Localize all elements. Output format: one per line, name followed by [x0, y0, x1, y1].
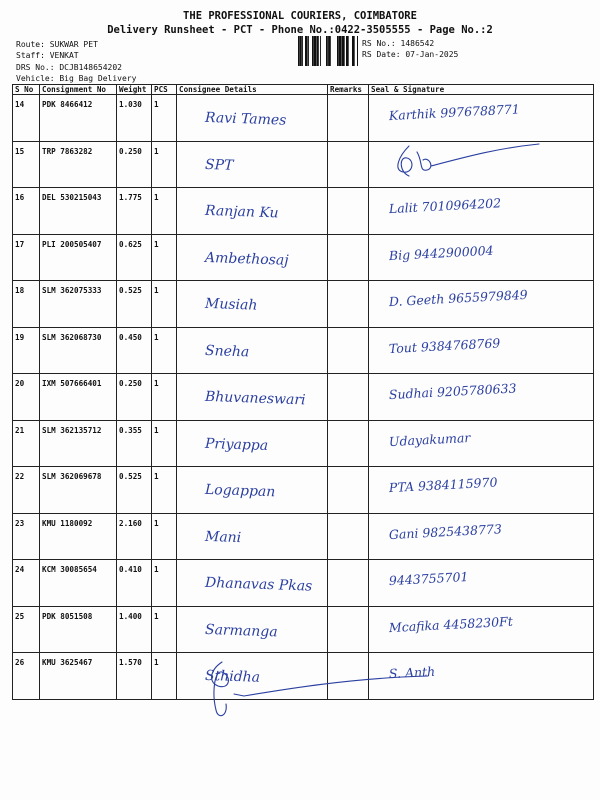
row-consignment-no: PDK 8051508 — [40, 606, 117, 653]
row-weight: 0.250 — [117, 374, 152, 421]
row-weight: 0.250 — [117, 141, 152, 188]
row-sno: 26 — [13, 653, 40, 700]
table-row — [13, 513, 594, 560]
consignee-handwriting: Ravi Tames — [204, 109, 287, 129]
row-remarks — [328, 420, 369, 467]
row-seal-signature — [369, 327, 594, 374]
row-weight: 2.160 — [117, 513, 152, 560]
row-seal-signature — [369, 606, 594, 653]
header-remarks: Remarks — [328, 85, 369, 95]
row-remarks — [328, 560, 369, 607]
row-pcs: 1 — [152, 560, 177, 607]
table-row — [13, 606, 594, 653]
row-sno: 24 — [13, 560, 40, 607]
table-row — [13, 560, 594, 607]
consignee-handwriting: Mani — [204, 528, 242, 546]
table-row — [13, 281, 594, 328]
consignee-handwriting: Bhuvaneswari — [204, 388, 306, 409]
row-weight: 0.355 — [117, 420, 152, 467]
row-seal-signature — [369, 234, 594, 281]
route-field: Route: SUKWAR PET — [16, 40, 98, 49]
row-consignee-signature — [177, 327, 328, 374]
row-sno: 20 — [13, 374, 40, 421]
row-pcs: 1 — [152, 606, 177, 653]
drs-field: DRS No.: DCJB148654202 — [16, 63, 122, 72]
row-seal-signature — [369, 281, 594, 328]
row-seal-signature — [369, 513, 594, 560]
seal-handwriting: Lalit 7010964202 — [388, 195, 502, 217]
row-seal-signature — [369, 95, 594, 142]
row-remarks — [328, 188, 369, 235]
row-sno: 25 — [13, 606, 40, 653]
row-pcs: 1 — [152, 374, 177, 421]
header-consignment: Consignment No — [40, 85, 117, 95]
row-remarks — [328, 374, 369, 421]
header-seal-signature: Seal & Signature — [369, 85, 594, 95]
row-weight: 0.525 — [117, 281, 152, 328]
consignee-handwriting: Musiah — [204, 295, 258, 314]
row-pcs: 1 — [152, 420, 177, 467]
row-consignment-no: SLM 362075333 — [40, 281, 117, 328]
runsheet-subtitle: Delivery Runsheet - PCT - Phone No.:0422-3505555 - Page No.:2 — [107, 24, 493, 36]
seal-handwriting: D. Geeth 9655979849 — [388, 286, 529, 310]
company-title: THE PROFESSIONAL COURIERS, COIMBATORE — [183, 10, 417, 22]
row-weight: 0.450 — [117, 327, 152, 374]
seal-handwriting: Tout 9384768769 — [388, 334, 501, 356]
seal-handwriting: PTA 9384115970 — [388, 474, 498, 496]
row-seal-signature — [369, 420, 594, 467]
row-pcs: 1 — [152, 513, 177, 560]
row-sno: 21 — [13, 420, 40, 467]
row-seal-signature — [369, 188, 594, 235]
row-consignment-no: KMU 3625467 — [40, 653, 117, 700]
seal-handwriting: Gani 9825438773 — [388, 520, 503, 542]
consignee-handwriting: Logappan — [204, 481, 276, 501]
table-row — [13, 467, 594, 514]
rs-number-field: RS No.: 1486542 — [362, 39, 435, 48]
seal-handwriting: Karthik 9976788771 — [388, 101, 521, 124]
seal-handwriting: Udayakumar — [388, 429, 471, 449]
row-consignee-signature — [177, 188, 328, 235]
row-remarks — [328, 327, 369, 374]
table-row — [13, 420, 594, 467]
row-consignee-signature — [177, 95, 328, 142]
consignee-handwriting: Ranjan Ku — [204, 202, 279, 222]
row-sno: 19 — [13, 327, 40, 374]
row-consignment-no: SLM 362069678 — [40, 467, 117, 514]
row-weight: 1.775 — [117, 188, 152, 235]
row-consignee-signature — [177, 234, 328, 281]
table-row — [13, 188, 594, 235]
row-sno: 22 — [13, 467, 40, 514]
seal-handwriting: Mcafika 4458230Ft — [388, 613, 514, 635]
row-weight: 0.525 — [117, 467, 152, 514]
row-remarks — [328, 234, 369, 281]
row-consignee-signature — [177, 420, 328, 467]
row-weight: 0.410 — [117, 560, 152, 607]
row-remarks — [328, 281, 369, 328]
row-remarks — [328, 606, 369, 653]
row-sno: 18 — [13, 281, 40, 328]
row-consignee-signature — [177, 560, 328, 607]
runsheet-info-left — [16, 39, 136, 84]
row-remarks — [328, 513, 369, 560]
staff-field: Staff: VENKAT — [16, 51, 79, 60]
seal-handwriting: Sudhai 9205780633 — [388, 380, 517, 403]
row-weight: 1.400 — [117, 606, 152, 653]
row-remarks — [328, 141, 369, 188]
seal-handwriting: S. Anth — [388, 663, 436, 682]
row-sno: 16 — [13, 188, 40, 235]
consignee-handwriting: Sneha — [204, 342, 250, 360]
header-sno: S No — [13, 85, 40, 95]
table-row — [13, 327, 594, 374]
row-consignment-no: TRP 7863282 — [40, 141, 117, 188]
consignee-handwriting: SPT — [204, 156, 234, 174]
consignee-handwriting: Dhanavas Pkas — [204, 574, 313, 595]
signature-scrawl — [398, 144, 539, 176]
header-pcs: PCS — [152, 85, 177, 95]
row-remarks — [328, 467, 369, 514]
row-pcs: 1 — [152, 327, 177, 374]
row-pcs: 1 — [152, 141, 177, 188]
consignee-handwriting: Priyappa — [204, 435, 269, 454]
row-seal-signature — [369, 374, 594, 421]
row-pcs: 1 — [152, 234, 177, 281]
header-weight: Weight — [117, 85, 152, 95]
row-sno: 15 — [13, 141, 40, 188]
row-pcs: 1 — [152, 653, 177, 700]
seal-handwriting: 9443755701 — [388, 568, 469, 589]
row-consignment-no: PLI 200505407 — [40, 234, 117, 281]
row-consignee-signature — [177, 281, 328, 328]
row-pcs: 1 — [152, 188, 177, 235]
table-row — [13, 95, 594, 142]
row-consignee-signature — [177, 141, 328, 188]
row-consignee-signature — [177, 513, 328, 560]
row-consignment-no: SLM 362068730 — [40, 327, 117, 374]
table-header-row — [13, 85, 594, 95]
vehicle-field: Vehicle: Big Bag Delivery — [16, 74, 137, 83]
row-consignment-no: SLM 362135712 — [40, 420, 117, 467]
header-consignee-details: Consignee Details — [177, 85, 328, 95]
row-weight: 1.570 — [117, 653, 152, 700]
row-consignment-no: PDK 8466412 — [40, 95, 117, 142]
row-sno: 17 — [13, 234, 40, 281]
row-consignment-no: KCM 30085654 — [40, 560, 117, 607]
barcode-icon — [298, 36, 358, 66]
consignee-handwriting: Sarmanga — [204, 621, 278, 640]
row-weight: 0.625 — [117, 234, 152, 281]
row-consignee-signature — [177, 467, 328, 514]
row-weight: 1.030 — [117, 95, 152, 142]
row-seal-signature — [369, 560, 594, 607]
table-row — [13, 141, 594, 188]
row-sno: 14 — [13, 95, 40, 142]
row-consignee-signature — [177, 606, 328, 653]
seal-handwriting: Big 9442900004 — [388, 242, 494, 263]
rs-date-field: RS Date: 07-Jan-2025 — [362, 50, 459, 59]
consignee-handwriting: Ambethosaj — [204, 249, 289, 269]
runsheet-table — [12, 84, 594, 700]
row-consignment-no: DEL 530215043 — [40, 188, 117, 235]
row-seal-signature — [369, 141, 594, 188]
table-row — [13, 234, 594, 281]
row-pcs: 1 — [152, 281, 177, 328]
table-row — [13, 374, 594, 421]
row-remarks — [328, 95, 369, 142]
row-pcs: 1 — [152, 95, 177, 142]
row-consignee-signature — [177, 374, 328, 421]
supervisor-signature — [200, 650, 440, 730]
row-sno: 23 — [13, 513, 40, 560]
row-consignment-no: IXM 507666401 — [40, 374, 117, 421]
runsheet-info-right — [362, 38, 458, 60]
consignee-handwriting: Sthidha — [204, 667, 261, 686]
row-consignment-no: KMU 1180092 — [40, 513, 117, 560]
row-seal-signature — [369, 467, 594, 514]
row-pcs: 1 — [152, 467, 177, 514]
